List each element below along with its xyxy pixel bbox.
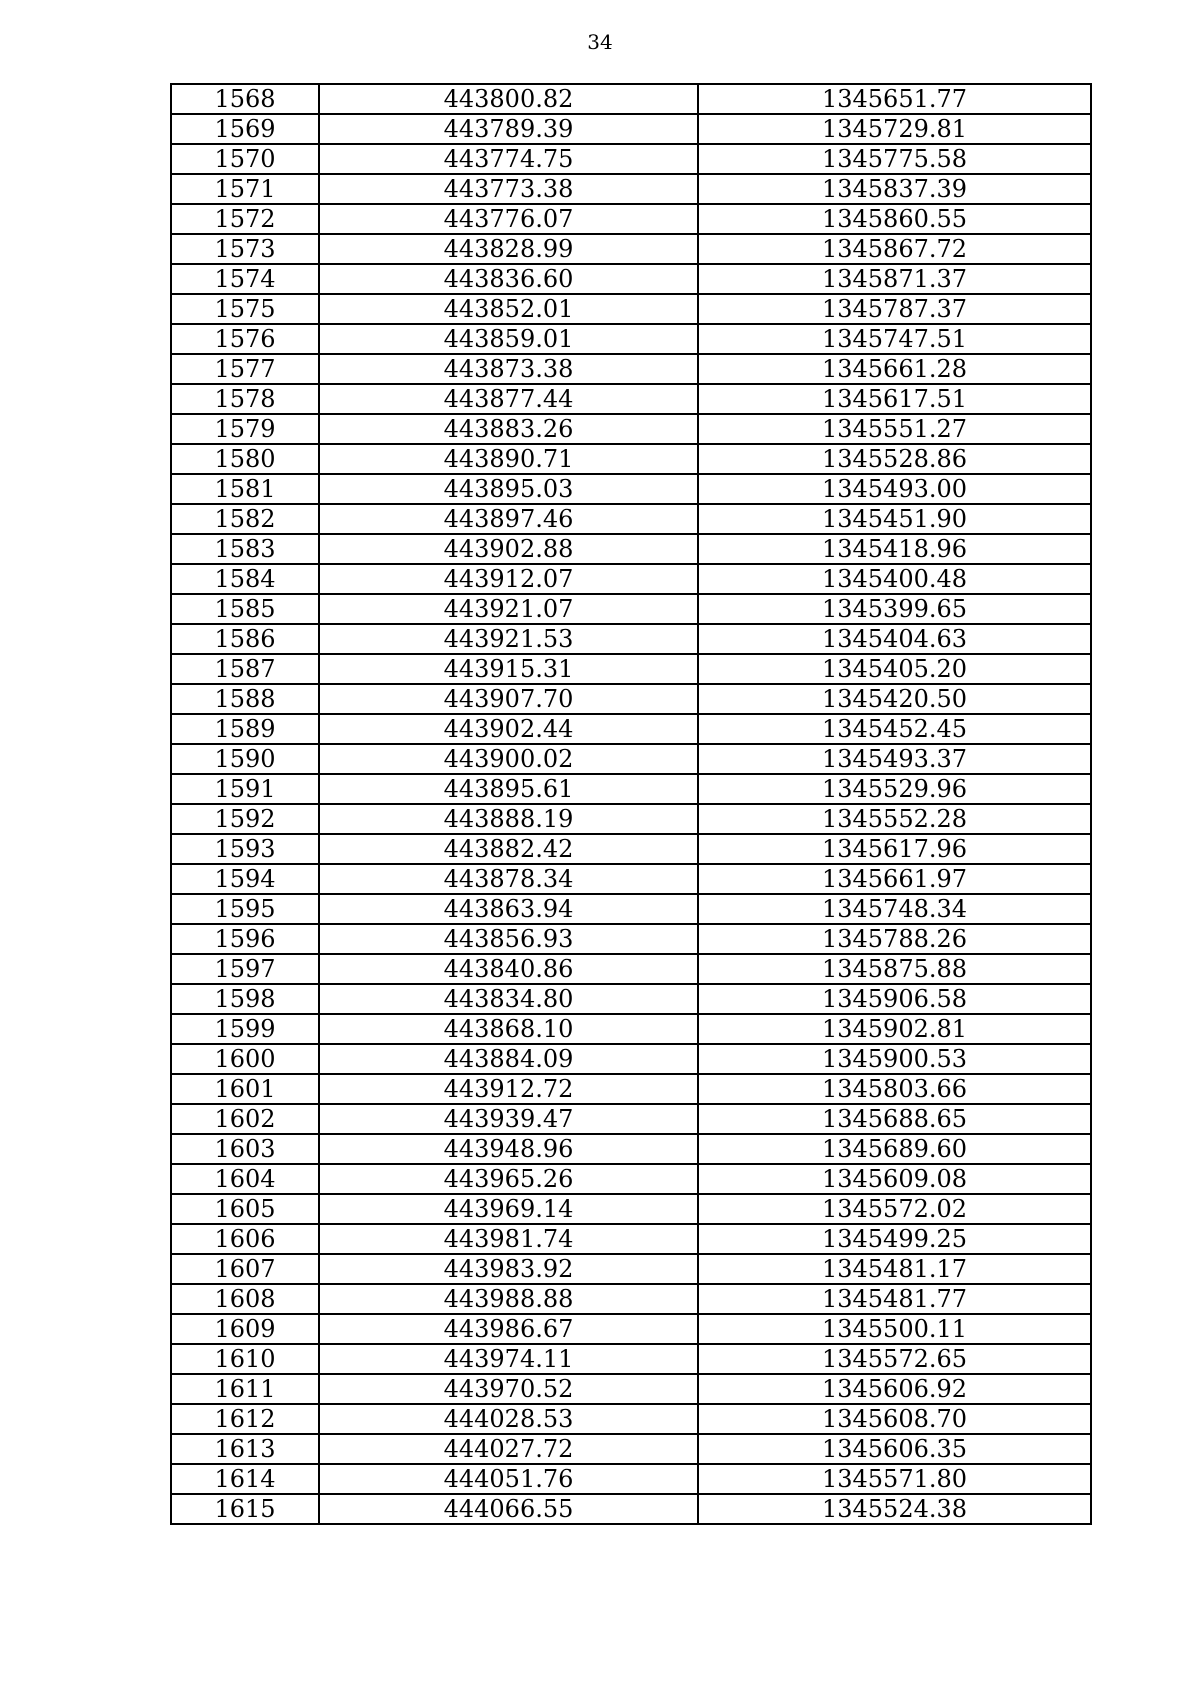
x-coordinate-cell: 443902.88 [319, 534, 698, 564]
table-row [171, 1464, 1091, 1494]
x-coordinate-cell: 444028.53 [319, 1404, 698, 1434]
y-coordinate-cell: 1345481.77 [698, 1284, 1091, 1314]
point-number-cell: 1571 [171, 174, 319, 204]
y-coordinate-cell: 1345803.66 [698, 1074, 1091, 1104]
point-number-cell: 1613 [171, 1434, 319, 1464]
x-coordinate-cell: 444027.72 [319, 1434, 698, 1464]
point-number-cell: 1598 [171, 984, 319, 1014]
y-coordinate-cell: 1345788.26 [698, 924, 1091, 954]
point-number-cell: 1572 [171, 204, 319, 234]
point-number-cell: 1601 [171, 1074, 319, 1104]
table-row [171, 774, 1091, 804]
point-number-cell: 1607 [171, 1254, 319, 1284]
y-coordinate-cell: 1345661.28 [698, 354, 1091, 384]
table-row [171, 114, 1091, 144]
x-coordinate-cell: 443939.47 [319, 1104, 698, 1134]
point-number-cell: 1577 [171, 354, 319, 384]
x-coordinate-cell: 443776.07 [319, 204, 698, 234]
y-coordinate-cell: 1345499.25 [698, 1224, 1091, 1254]
point-number-cell: 1586 [171, 624, 319, 654]
point-number-cell: 1595 [171, 894, 319, 924]
point-number-cell: 1594 [171, 864, 319, 894]
point-number-cell: 1568 [171, 84, 319, 114]
y-coordinate-cell: 1345837.39 [698, 174, 1091, 204]
coordinate-table-body [171, 84, 1091, 1524]
point-number-cell: 1569 [171, 114, 319, 144]
table-row [171, 144, 1091, 174]
table-row [171, 564, 1091, 594]
point-number-cell: 1578 [171, 384, 319, 414]
point-number-cell: 1602 [171, 1104, 319, 1134]
coordinate-table [170, 83, 1092, 1525]
table-row [171, 1194, 1091, 1224]
table-row [171, 1314, 1091, 1344]
table-row [171, 1164, 1091, 1194]
x-coordinate-cell: 443921.53 [319, 624, 698, 654]
x-coordinate-cell: 443852.01 [319, 294, 698, 324]
y-coordinate-cell: 1345747.51 [698, 324, 1091, 354]
y-coordinate-cell: 1345651.77 [698, 84, 1091, 114]
table-row [171, 714, 1091, 744]
point-number-cell: 1605 [171, 1194, 319, 1224]
table-row [171, 594, 1091, 624]
x-coordinate-cell: 443915.31 [319, 654, 698, 684]
table-row [171, 894, 1091, 924]
point-number-cell: 1603 [171, 1134, 319, 1164]
point-number-cell: 1593 [171, 834, 319, 864]
table-row [171, 264, 1091, 294]
y-coordinate-cell: 1345571.80 [698, 1464, 1091, 1494]
point-number-cell: 1599 [171, 1014, 319, 1044]
x-coordinate-cell: 443789.39 [319, 114, 698, 144]
table-row [171, 204, 1091, 234]
y-coordinate-cell: 1345552.28 [698, 804, 1091, 834]
x-coordinate-cell: 443912.72 [319, 1074, 698, 1104]
y-coordinate-cell: 1345787.37 [698, 294, 1091, 324]
point-number-cell: 1604 [171, 1164, 319, 1194]
x-coordinate-cell: 443895.61 [319, 774, 698, 804]
x-coordinate-cell: 443888.19 [319, 804, 698, 834]
y-coordinate-cell: 1345493.00 [698, 474, 1091, 504]
x-coordinate-cell: 443856.93 [319, 924, 698, 954]
point-number-cell: 1587 [171, 654, 319, 684]
point-number-cell: 1610 [171, 1344, 319, 1374]
point-number-cell: 1588 [171, 684, 319, 714]
point-number-cell: 1591 [171, 774, 319, 804]
x-coordinate-cell: 444066.55 [319, 1494, 698, 1524]
y-coordinate-cell: 1345551.27 [698, 414, 1091, 444]
point-number-cell: 1589 [171, 714, 319, 744]
y-coordinate-cell: 1345572.02 [698, 1194, 1091, 1224]
y-coordinate-cell: 1345524.38 [698, 1494, 1091, 1524]
x-coordinate-cell: 443883.26 [319, 414, 698, 444]
table-row [171, 924, 1091, 954]
y-coordinate-cell: 1345405.20 [698, 654, 1091, 684]
y-coordinate-cell: 1345400.48 [698, 564, 1091, 594]
point-number-cell: 1583 [171, 534, 319, 564]
x-coordinate-cell: 443895.03 [319, 474, 698, 504]
table-row [171, 1224, 1091, 1254]
x-coordinate-cell: 443981.74 [319, 1224, 698, 1254]
y-coordinate-cell: 1345867.72 [698, 234, 1091, 264]
x-coordinate-cell: 443773.38 [319, 174, 698, 204]
x-coordinate-cell: 443970.52 [319, 1374, 698, 1404]
y-coordinate-cell: 1345775.58 [698, 144, 1091, 174]
x-coordinate-cell: 443878.34 [319, 864, 698, 894]
y-coordinate-cell: 1345493.37 [698, 744, 1091, 774]
x-coordinate-cell: 443948.96 [319, 1134, 698, 1164]
x-coordinate-cell: 443983.92 [319, 1254, 698, 1284]
y-coordinate-cell: 1345572.65 [698, 1344, 1091, 1374]
x-coordinate-cell: 443965.26 [319, 1164, 698, 1194]
table-row [171, 864, 1091, 894]
y-coordinate-cell: 1345689.60 [698, 1134, 1091, 1164]
x-coordinate-cell: 443774.75 [319, 144, 698, 174]
x-coordinate-cell: 443974.11 [319, 1344, 698, 1374]
point-number-cell: 1570 [171, 144, 319, 174]
point-number-cell: 1592 [171, 804, 319, 834]
point-number-cell: 1606 [171, 1224, 319, 1254]
y-coordinate-cell: 1345452.45 [698, 714, 1091, 744]
y-coordinate-cell: 1345481.17 [698, 1254, 1091, 1284]
table-row [171, 534, 1091, 564]
table-row [171, 474, 1091, 504]
x-coordinate-cell: 443921.07 [319, 594, 698, 624]
table-row [171, 684, 1091, 714]
x-coordinate-cell: 443900.02 [319, 744, 698, 774]
table-row [171, 324, 1091, 354]
table-row [171, 834, 1091, 864]
y-coordinate-cell: 1345606.35 [698, 1434, 1091, 1464]
table-row [171, 1014, 1091, 1044]
y-coordinate-cell: 1345528.86 [698, 444, 1091, 474]
y-coordinate-cell: 1345661.97 [698, 864, 1091, 894]
point-number-cell: 1582 [171, 504, 319, 534]
table-row [171, 384, 1091, 414]
point-number-cell: 1585 [171, 594, 319, 624]
x-coordinate-cell: 443836.60 [319, 264, 698, 294]
table-row [171, 234, 1091, 264]
y-coordinate-cell: 1345451.90 [698, 504, 1091, 534]
table-row [171, 954, 1091, 984]
table-row [171, 1134, 1091, 1164]
point-number-cell: 1615 [171, 1494, 319, 1524]
x-coordinate-cell: 443834.80 [319, 984, 698, 1014]
y-coordinate-cell: 1345860.55 [698, 204, 1091, 234]
y-coordinate-cell: 1345608.70 [698, 1404, 1091, 1434]
table-row [171, 414, 1091, 444]
point-number-cell: 1608 [171, 1284, 319, 1314]
table-row [171, 1434, 1091, 1464]
table-row [171, 1044, 1091, 1074]
table-row [171, 1104, 1091, 1134]
x-coordinate-cell: 443969.14 [319, 1194, 698, 1224]
y-coordinate-cell: 1345420.50 [698, 684, 1091, 714]
x-coordinate-cell: 443907.70 [319, 684, 698, 714]
point-number-cell: 1611 [171, 1374, 319, 1404]
y-coordinate-cell: 1345875.88 [698, 954, 1091, 984]
x-coordinate-cell: 443868.10 [319, 1014, 698, 1044]
table-row [171, 504, 1091, 534]
point-number-cell: 1609 [171, 1314, 319, 1344]
table-row [171, 1344, 1091, 1374]
point-number-cell: 1573 [171, 234, 319, 264]
table-row [171, 294, 1091, 324]
table-row [171, 1284, 1091, 1314]
point-number-cell: 1579 [171, 414, 319, 444]
y-coordinate-cell: 1345688.65 [698, 1104, 1091, 1134]
y-coordinate-cell: 1345900.53 [698, 1044, 1091, 1074]
y-coordinate-cell: 1345617.96 [698, 834, 1091, 864]
x-coordinate-cell: 443890.71 [319, 444, 698, 474]
y-coordinate-cell: 1345748.34 [698, 894, 1091, 924]
table-row [171, 1074, 1091, 1104]
x-coordinate-cell: 443884.09 [319, 1044, 698, 1074]
table-row [171, 744, 1091, 774]
x-coordinate-cell: 443863.94 [319, 894, 698, 924]
table-row [171, 1254, 1091, 1284]
y-coordinate-cell: 1345609.08 [698, 1164, 1091, 1194]
x-coordinate-cell: 443877.44 [319, 384, 698, 414]
x-coordinate-cell: 443902.44 [319, 714, 698, 744]
point-number-cell: 1614 [171, 1464, 319, 1494]
page-number: 34 [587, 30, 613, 54]
y-coordinate-cell: 1345606.92 [698, 1374, 1091, 1404]
x-coordinate-cell: 443873.38 [319, 354, 698, 384]
y-coordinate-cell: 1345399.65 [698, 594, 1091, 624]
y-coordinate-cell: 1345902.81 [698, 1014, 1091, 1044]
y-coordinate-cell: 1345871.37 [698, 264, 1091, 294]
table-row [171, 624, 1091, 654]
x-coordinate-cell: 443986.67 [319, 1314, 698, 1344]
table-row [171, 174, 1091, 204]
point-number-cell: 1580 [171, 444, 319, 474]
x-coordinate-cell: 444051.76 [319, 1464, 698, 1494]
table-row [171, 1404, 1091, 1434]
x-coordinate-cell: 443988.88 [319, 1284, 698, 1314]
table-row [171, 1494, 1091, 1524]
point-number-cell: 1575 [171, 294, 319, 324]
table-row [171, 984, 1091, 1014]
y-coordinate-cell: 1345418.96 [698, 534, 1091, 564]
point-number-cell: 1597 [171, 954, 319, 984]
table-row [171, 444, 1091, 474]
y-coordinate-cell: 1345404.63 [698, 624, 1091, 654]
x-coordinate-cell: 443912.07 [319, 564, 698, 594]
table-row [171, 84, 1091, 114]
point-number-cell: 1574 [171, 264, 319, 294]
y-coordinate-cell: 1345729.81 [698, 114, 1091, 144]
point-number-cell: 1596 [171, 924, 319, 954]
y-coordinate-cell: 1345500.11 [698, 1314, 1091, 1344]
y-coordinate-cell: 1345617.51 [698, 384, 1091, 414]
table-row [171, 354, 1091, 384]
table-row [171, 804, 1091, 834]
y-coordinate-cell: 1345906.58 [698, 984, 1091, 1014]
point-number-cell: 1612 [171, 1404, 319, 1434]
x-coordinate-cell: 443882.42 [319, 834, 698, 864]
point-number-cell: 1584 [171, 564, 319, 594]
point-number-cell: 1576 [171, 324, 319, 354]
x-coordinate-cell: 443800.82 [319, 84, 698, 114]
table-row [171, 654, 1091, 684]
point-number-cell: 1590 [171, 744, 319, 774]
y-coordinate-cell: 1345529.96 [698, 774, 1091, 804]
x-coordinate-cell: 443828.99 [319, 234, 698, 264]
table-row [171, 1374, 1091, 1404]
point-number-cell: 1581 [171, 474, 319, 504]
x-coordinate-cell: 443897.46 [319, 504, 698, 534]
x-coordinate-cell: 443840.86 [319, 954, 698, 984]
x-coordinate-cell: 443859.01 [319, 324, 698, 354]
point-number-cell: 1600 [171, 1044, 319, 1074]
